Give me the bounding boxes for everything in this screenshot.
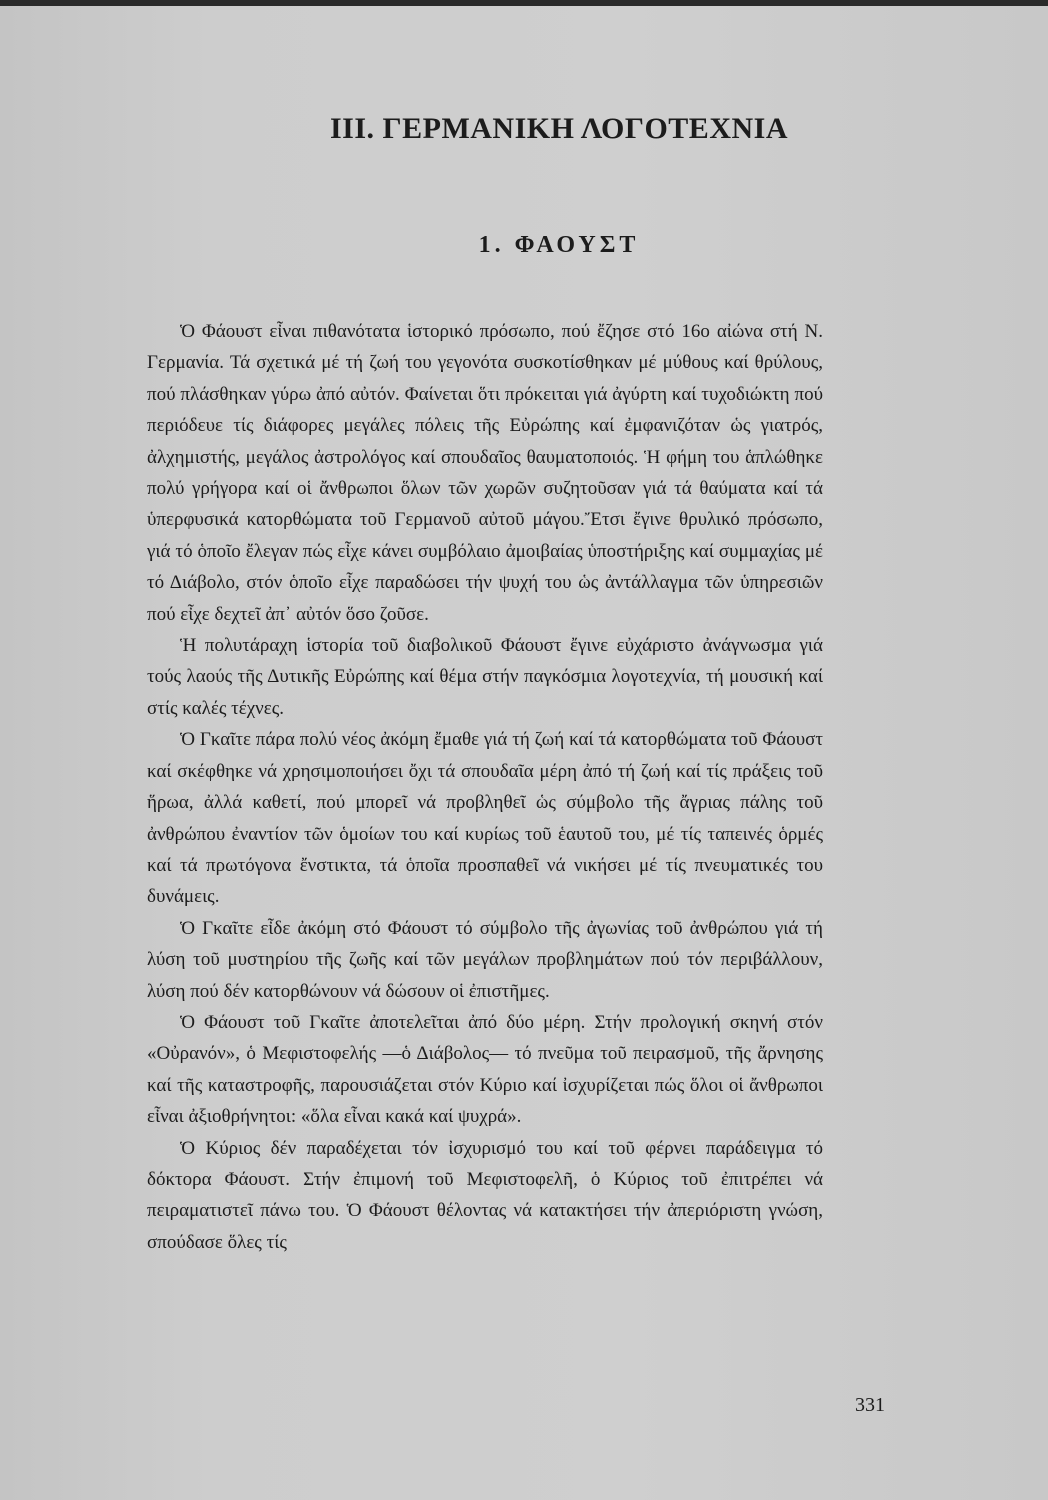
paragraph-6: Ὁ Κύριος δέν παραδέχεται τόν ἰσχυρισμό του καί τοῦ φέρνει παράδειγμα τό δόκτορα Φάουστ. Στήν ἐπιμονή τοῦ Μεφιστοφελῆ, ὁ Κύριος τοῦ ἐπιτρέπει νά πειραματιστεῖ πάνω του. Ὁ Φάουστ θέλοντας νά κατακτήσει τήν ἀπεριόριστη γνώση, σπούδασε ὅλες τίς <box>147 1137 823 1253</box>
paragraph-5: Ὁ Φάουστ τοῦ Γκαῖτε ἀποτελεῖται ἀπό δύο μέρη. Στήν προλογική σκηνή στόν «Οὐρανόν», ὁ Μεφιστοφελής —ὁ Διάβολος— τό πνεῦμα τοῦ πειρασμοῦ, τῆς ἄρνησης καί τῆς καταστροφῆς, παρουσιάζεται στόν Κύριο καί ἰσχυρίζεται πώς ὅλοι οἱ ἄνθρωποι εἶναι ἀξιοθρήνητοι: «ὅλα εἶναι κακά καί ψυχρά». <box>147 1011 823 1128</box>
body-text <box>147 316 823 1258</box>
paragraph-4: Ὁ Γκαῖτε εἶδε ἀκόμη στό Φάουστ τό σύμβολο τῆς ἀγωνίας τοῦ ἀνθρώπου γιά τή λύση τοῦ μυστηρίου τῆς ζωῆς καί τῶν μεγάλων προβλημάτων πού τόν περιβάλλουν, λύση πού δέν κατορθώνουν νά δώσουν οἱ ἐπιστῆμες. <box>147 917 823 1002</box>
paragraph-3: Ὁ Γκαῖτε πάρα πολύ νέος ἀκόμη ἔμαθε γιά τή ζωή καί τά κατορθώματα τοῦ Φάουστ καί σκέφθηκε νά χρησιμοποιήσει ὄχι τά σπουδαῖα μέρη ἀπό τή ζωή καί τίς πράξεις τοῦ ἥρωα, ἀλλά καθετί, πού μπορεῖ νά προβληθεῖ ὡς σύμβολο τῆς ἄγριας πάλης τοῦ ἀνθρώπου ἐναντίον τῶν ὁμοίων του καί κυρίως τοῦ ἑαυτοῦ του, μέ τίς ταπεινές ὁρμές καί τά πρωτόγονα ἔνστικτα, τά ὁποῖα προσπαθεῖ νά νικήσει μέ τίς πνευματικές του δυνάμεις. <box>147 729 823 908</box>
paragraph-2: Ἡ πολυτάραχη ἱστορία τοῦ διαβολικοῦ Φάουστ ἔγινε εὐχάριστο ἀνάγνωσμα γιά τούς λαούς τῆς Δυτικῆς Εὐρώπης καί θέμα στήν παγκόσμια λογοτεχνία, τή μουσική καί στίς καλές τέχνες. <box>147 635 823 719</box>
paragraph-1: Ὁ Φάουστ εἶναι πιθανότατα ἱστορικό πρόσωπο, πού ἔζησε στό 16ο αἰώνα στή Ν. Γερμανία. Τά σχετικά μέ τή ζωή του γεγονότα συσκοτίσθηκαν μέ μύθους καί θρύλους, πού πλάσθηκαν γύρω ἀπό αὐτόν. Φαίνεται ὅτι πρόκειται γιά ἀγύρτη καί τυχοδιώκτη πού περιόδευε τίς διάφορες μεγάλες πόλεις τῆς Εὐρώπης καί ἐμφανιζόταν ὡς γιατρός, ἀλχημιστής, μεγάλος ἀστρολόγος καί σπουδαῖος θαυματοποιός. Ἡ φήμη του ἁπλώθηκε πολύ γρήγορα καί οἱ ἄνθρωποι ὅλων τῶν χωρῶν συζητοῦσαν γιά τά θαύματα καί τά ὑπερφυσικά κατορθώματα τοῦ Γερμανοῦ αὐτοῦ μάγου.Ἔτσι ἔγινε θρυλικό πρόσωπο, γιά τό ὁποῖο ἔλεγαν πώς εἶχε κάνει συμβόλαιο ἀμοιβαίας ὑποστήριξης καί συμμαχίας μέ τό Διάβολο, στόν ὁποῖο εἶχε παραδώσει τήν ψυχή του ὡς ἀντάλλαγμα τῶν ὑπηρεσιῶν πού εἶχε δεχτεῖ ἀπ᾿ αὐτόν ὅσο ζοῦσε. <box>147 321 823 625</box>
section-title: 1. ΦΑΟΥΣΤ <box>478 232 640 258</box>
page-top-edge <box>0 0 1048 6</box>
page-number: 331 <box>855 1394 885 1416</box>
chapter-title: III. ΓΕΡΜΑΝΙΚΗ ΛΟΓΟΤΕΧΝΙΑ <box>330 112 788 145</box>
